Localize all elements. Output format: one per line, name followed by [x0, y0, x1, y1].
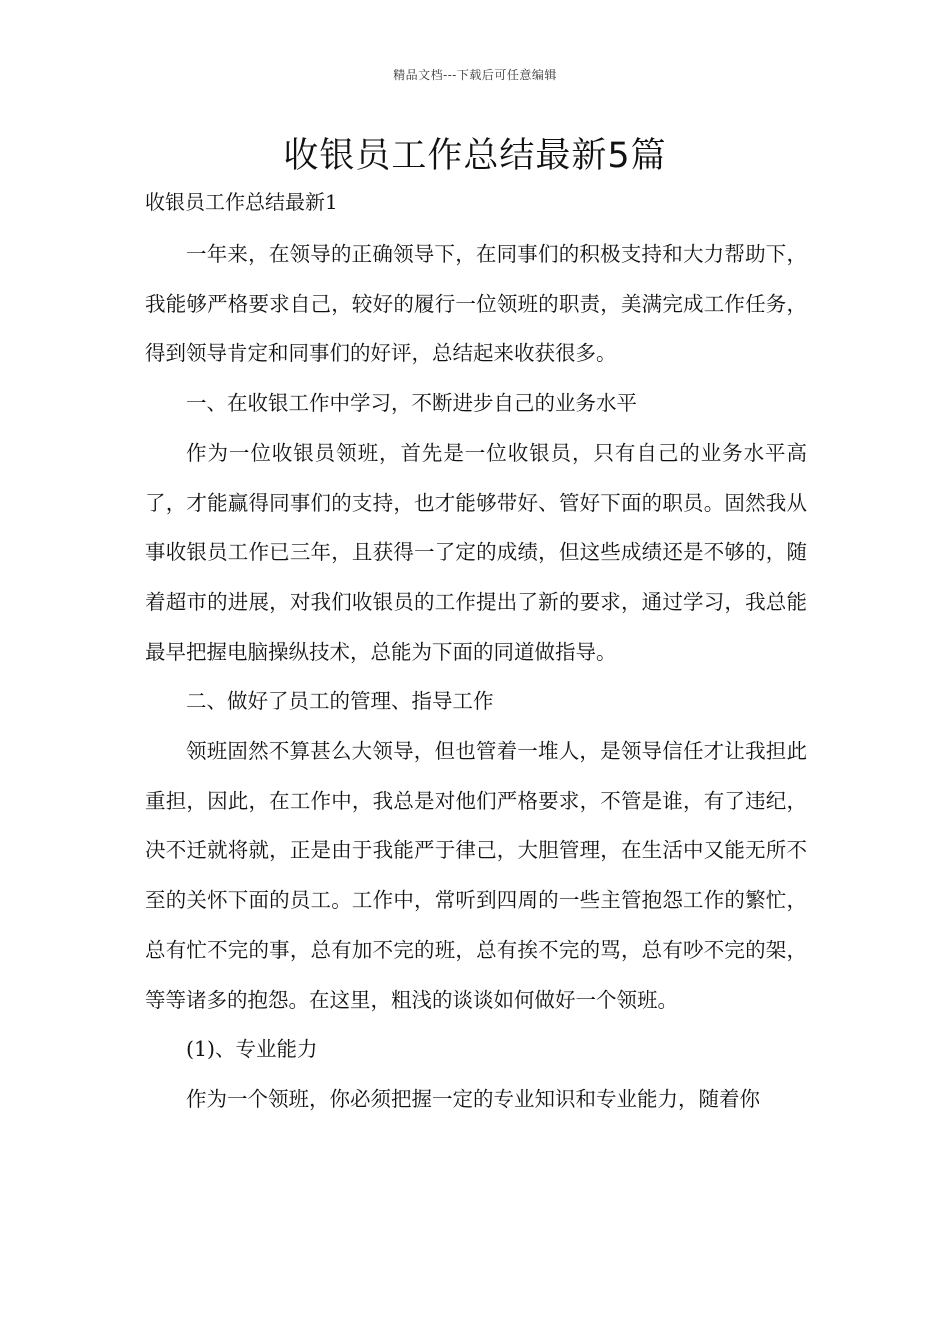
document-body	[145, 230, 807, 1125]
header-note: 精品文档---下载后可任意编辑	[393, 68, 557, 82]
paragraph: 作为一个领班，你必须把握一定的专业知识和专业能力，随着你	[186, 1086, 760, 1111]
paragraph: 作为一位收银员领班，首先是一位收银员，只有自己的业务水平高了，才能赢得同事们的支持，也才能够带好、管好下面的职员。固然我从事收银员工作已三年，且获得一了定的成绩，但这些成绩还是不够的，随着超市的进展，对我们收银员的工作提出了新的要求，通过学习，我总能最早把握电脑操纵技术，总能为下面的同道做指导。	[145, 440, 807, 664]
paragraph: 一年来，在领导的正确领导下，在同事们的积极支持和大力帮助下，我能够严格要求自己，较好的履行一位领班的职责，美满完成工作任务，得到领导肯定和同事们的好评，总结起来收获很多。	[145, 242, 807, 366]
section-heading: 二、做好了员工的管理、指导工作	[186, 689, 494, 714]
section-subtitle: 收银员工作总结最新1	[145, 190, 338, 214]
section-heading: 一、在收银工作中学习，不断进步自己的业务水平	[186, 391, 637, 416]
section-heading: (1)、专业能力	[186, 1037, 318, 1062]
paragraph: 领班固然不算甚么大领导，但也管着一堆人，是领导信任才让我担此重担，因此，在工作中，我总是对他们严格要求，不管是谁，有了违纪，决不迁就将就，正是由于我能严于律己，大胆管理，在生活中又能无所不至的关怀下面的员工。工作中，常听到四周的一些主管抱怨工作的繁忙，总有忙不完的事，总有加不完的班，总有挨不完的骂，总有吵不完的架，等等诸多的抱怨。在这里，粗浅的谈谈如何做好一个领班。	[145, 739, 807, 1012]
document-title: 收银员工作总结最新5篇	[283, 136, 667, 176]
